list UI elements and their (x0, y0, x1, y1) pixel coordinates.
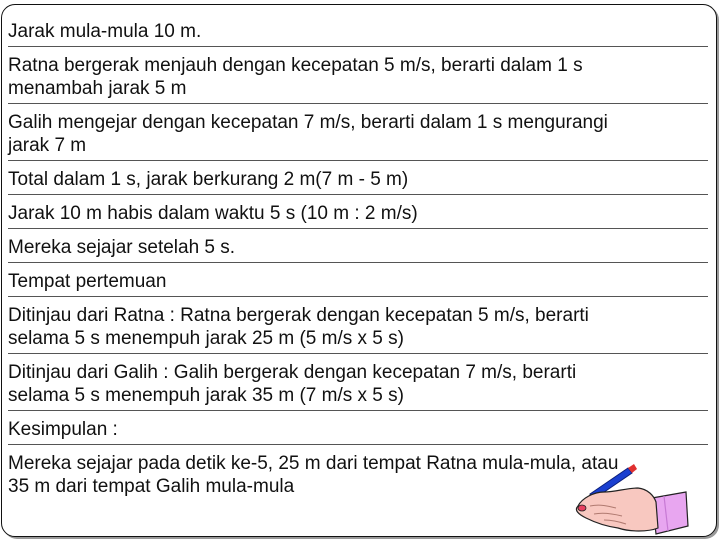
text-line: Total dalam 1 s, jarak berkurang 2 m(7 m - 5 m) (8, 169, 409, 190)
slide-content (8, 19, 708, 501)
paragraph-time-needed (8, 201, 708, 229)
text-line: Ditinjau dari Ratna : Ratna bergerak dengan kecepatan 5 m/s, berarti (8, 305, 589, 326)
text-line: selama 5 s menempuh jarak 25 m (5 m/s x 5 s) (8, 328, 404, 349)
text-line: Ratna bergerak menjauh dengan kecepatan 5 m/s, berarti dalam 1 s (8, 55, 583, 76)
text-line: Ditinjau dari Galih : Galih bergerak dengan kecepatan 7 m/s, berarti (8, 362, 577, 383)
text-line: 35 m dari tempat Galih mula-mula (8, 476, 295, 497)
paragraph-total-reduction (8, 167, 708, 195)
hand (576, 488, 658, 531)
text-line: Mereka sejajar pada detik ke-5, 25 m dari tempat Ratna mula-mula, atau (8, 453, 619, 474)
text-line: Mereka sejajar setelah 5 s. (8, 237, 236, 258)
text-line: Jarak mula-mula 10 m. (8, 21, 202, 42)
paragraph-ratna-view (8, 303, 708, 354)
paragraph-meet-time (8, 235, 708, 263)
text-line: Galih mengejar dengan kecepatan 7 m/s, berarti dalam 1 s mengurangi (8, 112, 608, 133)
text-line: menambah jarak 5 m (8, 78, 187, 99)
text-line: Jarak 10 m habis dalam waktu 5 s (10 m : 2 m/s) (8, 203, 418, 224)
paragraph-ratna-speed (8, 53, 708, 104)
paragraph-galih-speed (8, 110, 708, 161)
text-line: Tempat pertemuan (8, 271, 167, 292)
paragraph-initial-distance (8, 19, 708, 47)
text-line: jarak 7 m (8, 135, 87, 156)
paragraph-meeting-place-heading (8, 269, 708, 297)
text-line: selama 5 s menempuh jarak 35 m (7 m/s x 5 s) (8, 385, 404, 406)
text-line: Kesimpulan : (8, 419, 118, 440)
writing-hand-icon (560, 462, 690, 536)
paragraph-galih-view (8, 360, 708, 411)
paragraph-conclusion-heading (8, 417, 708, 445)
